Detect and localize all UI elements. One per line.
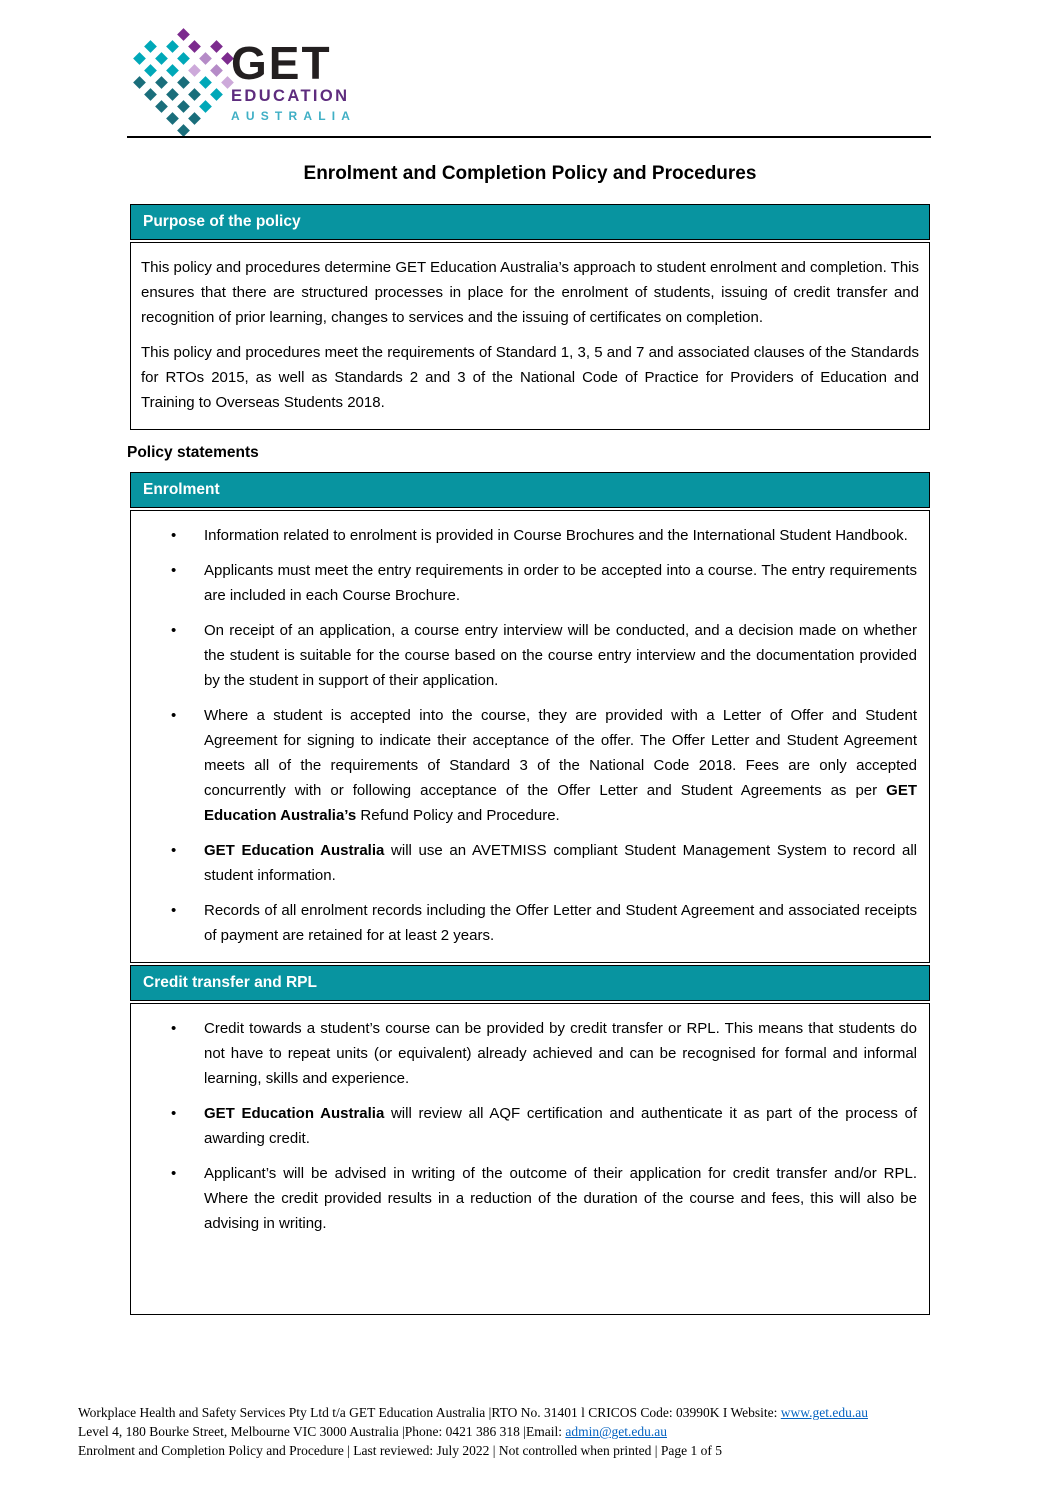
logo-diamond	[166, 64, 179, 77]
purpose-section	[130, 204, 930, 430]
logo-diamond	[210, 40, 223, 53]
bullet-item	[141, 1101, 919, 1151]
section-header-bar: Enrolment	[130, 472, 930, 508]
policy-statements-heading: Policy statements	[127, 444, 259, 461]
bullet-text: Applicant’s will be advised in writing of the outcome of their application for credit transfer and/or RPL. Where the credit provided results in a reduction of the duration of the course and fees, this will also be advising in writing.	[204, 1165, 917, 1232]
logo-diamond	[133, 76, 146, 89]
bullet-marker: •	[171, 562, 177, 579]
website-link[interactable]: www.get.edu.au	[780, 1405, 868, 1420]
bullet-marker: •	[171, 622, 177, 639]
document-content	[127, 204, 930, 1315]
bullet-text: On receipt of an application, a course entry interview will be conducted, and a decision made on whether the student is suitable for the course based on the course entry interview and the documentation provided by the student in support of their application.	[204, 622, 917, 689]
section-body	[130, 510, 930, 963]
logo-education-text: EDUCATION	[231, 87, 350, 105]
policy-section-credit-transfer-and-rpl	[130, 965, 930, 1315]
logo-diamond	[144, 40, 157, 53]
logo-diamond	[144, 88, 157, 101]
footer-line-2	[78, 1422, 946, 1441]
logo-diamond	[188, 40, 201, 53]
bullet-item	[141, 1016, 919, 1091]
document-header	[0, 0, 1058, 137]
logo-diamond	[177, 100, 190, 113]
logo-diamond-pattern-icon	[135, 30, 235, 135]
footer-org-text: Workplace Health and Safety Services Pty Ltd t/a GET Education Australia |RTO No. 31401 l CRICOS Code: 03990K I Website:	[78, 1405, 781, 1420]
logo-diamond	[166, 88, 179, 101]
email-link[interactable]: admin@get.edu.au	[565, 1424, 667, 1439]
bullet-text: GET Education Australia will use an AVETMISS compliant Student Management System to record all student information.	[204, 842, 917, 884]
footer-line-3: Enrolment and Completion Policy and Procedure | Last reviewed: July 2022 | Not controlled when printed | Page 1 of 5	[78, 1443, 722, 1458]
logo-diamond	[188, 64, 201, 77]
purpose-body	[130, 242, 930, 430]
logo-diamond	[199, 76, 212, 89]
footer-address-text: Level 4, 180 Bourke Street, Melbourne VIC 3000 Australia |Phone: 0421 386 318 |Email:	[78, 1424, 566, 1439]
bullet-text: Records of all enrolment records including the Offer Letter and Student Agreement and associated receipts of payment are retained for at least 2 years.	[204, 902, 917, 944]
logo-diamond	[177, 52, 190, 65]
logo-diamond	[166, 40, 179, 53]
logo-diamond	[155, 100, 168, 113]
logo-diamond	[133, 52, 146, 65]
policy-section-enrolment	[130, 472, 930, 963]
page-footer	[78, 1403, 946, 1460]
logo-diamond	[177, 28, 190, 41]
bullet-text: Where a student is accepted into the course, they are provided with a Letter of Offer and Student Agreement for signing to indicate their acceptance of the offer. The Offer Letter and Student Agreement meets all of the requirements of Standard 3 of the National Code 2018. Fees are only accepted concurrently with or following acceptance of the Offer Letter and Student Agreements as per GET Education Australia’s Refund Policy and Procedure.	[204, 707, 917, 824]
bullet-marker: •	[171, 1105, 177, 1122]
bullet-item	[141, 523, 919, 548]
logo-wordmark	[231, 37, 396, 123]
logo-diamond	[155, 52, 168, 65]
logo-diamond	[188, 88, 201, 101]
footer-line-1	[78, 1403, 946, 1422]
logo-diamond	[177, 76, 190, 89]
purpose-header-bar: Purpose of the policy	[130, 204, 930, 240]
section-header-bar: Credit transfer and RPL	[130, 965, 930, 1001]
bullet-item	[141, 1161, 919, 1236]
bullet-text: Applicants must meet the entry requirements in order to be accepted into a course. The entry requirements are included in each Course Brochure.	[204, 562, 917, 604]
purpose-paragraph: This policy and procedures determine GET Education Australia’s approach to student enrolment and completion. This ensures that there are structured processes in place for the enrolment of students, issuing of credit transfer and recognition of prior learning, changes to services and the issuing of certificates on completion.	[141, 259, 919, 326]
bullet-marker: •	[171, 1165, 177, 1182]
section-body	[130, 1003, 930, 1315]
bullet-item	[141, 558, 919, 608]
bullet-text: Information related to enrolment is provided in Course Brochures and the International Student Handbook.	[204, 527, 908, 544]
logo-australia-text: AUSTRALIA	[231, 109, 357, 123]
policy-sections	[130, 472, 930, 1315]
logo-diamond	[177, 124, 190, 137]
logo-get-text: GET	[231, 37, 332, 89]
bullet-item	[141, 898, 919, 948]
logo-diamond	[199, 100, 212, 113]
bullet-marker: •	[171, 1020, 177, 1037]
bullet-text: GET Education Australia will review all AQF certification and authenticate it as part of the process of awarding credit.	[204, 1105, 917, 1147]
bullet-item	[141, 618, 919, 693]
header-divider	[127, 136, 931, 138]
bullet-text: Credit towards a student’s course can be provided by credit transfer or RPL. This means that students do not have to repeat units (or equivalent) already achieved and can be recognised for formal and informal learning, skills and experience.	[204, 1020, 917, 1087]
logo-diamond	[155, 76, 168, 89]
bullet-marker: •	[171, 902, 177, 919]
bullet-marker: •	[171, 527, 177, 544]
document-title: Enrolment and Completion Policy and Procedures	[303, 163, 757, 184]
logo-diamond	[166, 112, 179, 125]
purpose-paragraph: This policy and procedures meet the requirements of Standard 1, 3, 5 and 7 and associated clauses of the Standards for RTOs 2015, as well as Standards 2 and 3 of the National Code of Practice for Providers of Education and Training to Overseas Students 2018.	[141, 344, 919, 411]
bullet-marker: •	[171, 842, 177, 859]
bullet-item	[141, 838, 919, 888]
logo-diamond	[144, 64, 157, 77]
bullet-marker: •	[171, 707, 177, 724]
get-education-logo	[135, 30, 395, 132]
logo-diamond	[188, 112, 201, 125]
bullet-item	[141, 703, 919, 828]
logo-diamond	[199, 52, 212, 65]
logo-diamond	[210, 88, 223, 101]
logo-diamond	[210, 64, 223, 77]
